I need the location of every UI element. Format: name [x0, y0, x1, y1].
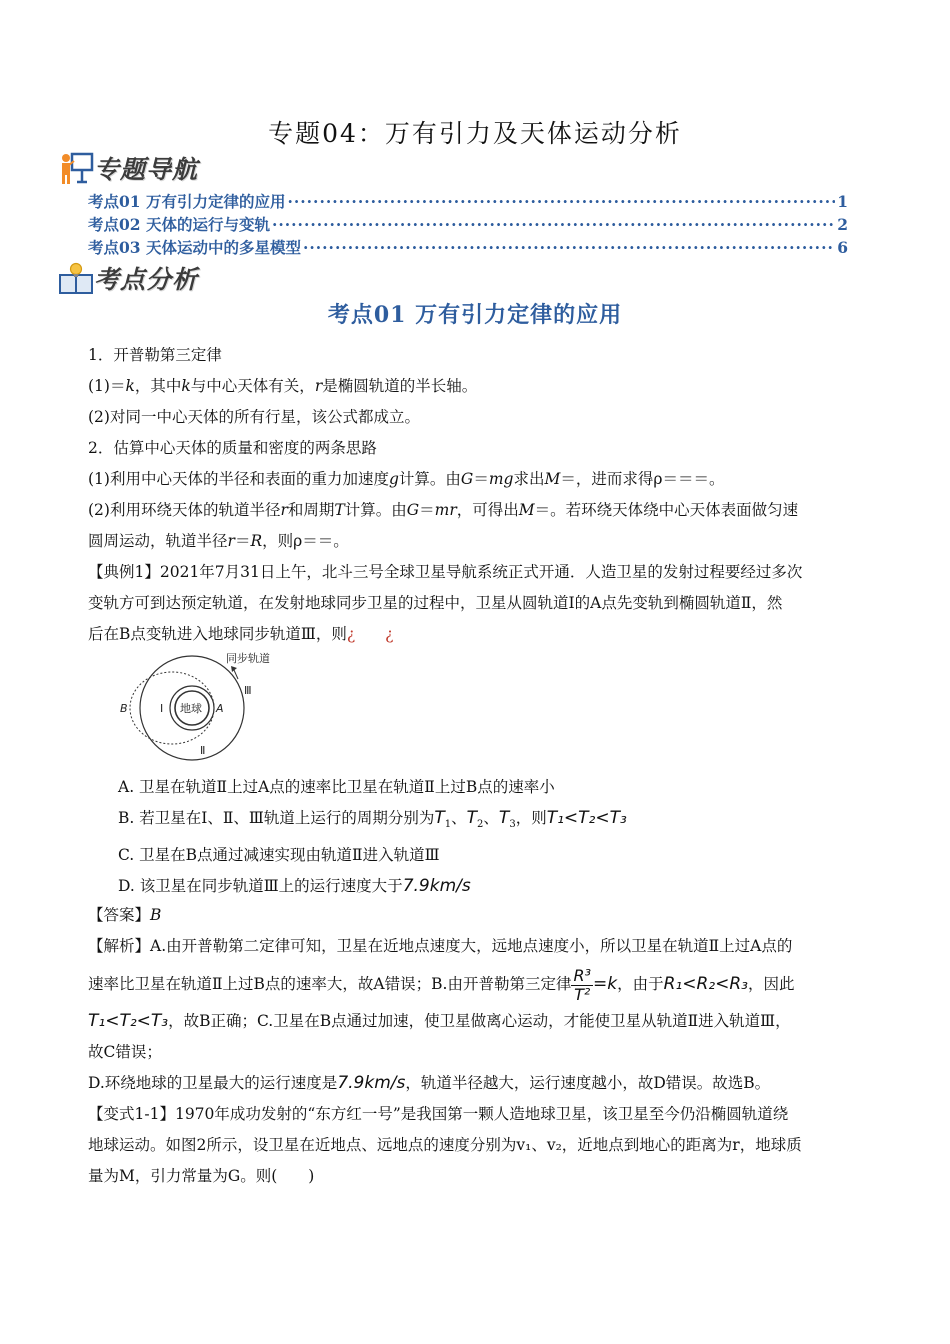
toc-item-page: 6 — [837, 238, 848, 257]
options-block — [88, 772, 868, 902]
text-span: D. 该卫星在同步轨道Ⅲ上的运行速度大于 — [118, 877, 403, 896]
toc-item[interactable] — [88, 236, 848, 259]
text-line — [88, 371, 868, 402]
math-expr: R₁<R₂<R₃ — [663, 974, 748, 994]
orbit-i-label: Ⅰ — [160, 702, 164, 715]
math-var: r — [314, 377, 323, 395]
analysis-line — [88, 1068, 868, 1099]
fraction-numerator: R³ — [573, 965, 591, 985]
mark-glyph: ¿ — [346, 625, 356, 643]
math-expr: 7.9km/s — [402, 876, 471, 897]
lightbulb-book-icon — [58, 261, 94, 295]
text-span: 和周期 — [287, 501, 335, 519]
math-var: T — [434, 808, 445, 828]
text-line — [88, 464, 868, 495]
teacher-board-icon — [58, 151, 94, 185]
analysis-line: 【解析】A.由开普勒第二定律可知，卫星在近地点速度大，远地点速度小，所以卫星在轨道Ⅱ上过A点的 — [88, 937, 793, 955]
text-span: ，其中 — [134, 377, 182, 395]
math-var: mg — [488, 470, 514, 488]
text-line: (2)对同一中心天体的所有行星，该公式都成立。 — [88, 408, 420, 426]
text-span: ，轨道半径越大，运行速度越小，故D错误。故选B。 — [405, 1074, 771, 1092]
option-d — [88, 871, 868, 902]
text-span: ，故B正确；C.卫星在B点通过加速，使卫星做离心运动，才能使卫星从轨道Ⅱ进入轨道Ⅲ， — [168, 1012, 791, 1030]
analysis-line: 故C错误； — [88, 1043, 162, 1061]
math-var: T — [498, 808, 510, 828]
analysis-banner — [58, 260, 198, 296]
math-var: G — [460, 470, 474, 488]
text-span: ＝，进而求得ρ＝＝＝。 — [560, 470, 725, 488]
text-line — [88, 619, 868, 650]
text-span: ＝ — [234, 532, 251, 550]
text-span: 与中心天体有关， — [190, 377, 315, 395]
orbit-diagram-svg — [118, 648, 278, 766]
option-b — [88, 803, 868, 840]
text-span: ＝。若环绕天体绕中心天体表面做匀速 — [534, 501, 799, 519]
math-expr: T₁<T₂<T₃ — [546, 808, 627, 828]
text-span: 后在B点变轨进入地球同步轨道Ⅲ，则 — [88, 625, 347, 643]
text-span: 、 — [483, 809, 499, 827]
text-span: ＝ — [419, 501, 435, 519]
toc-item-page: 2 — [837, 215, 848, 234]
math-var: T — [334, 501, 345, 519]
math-sub: 1 — [444, 819, 452, 831]
orbit-ii-label: Ⅱ — [200, 744, 206, 757]
sync-orbit-label: 同步轨道 — [226, 652, 270, 665]
text-line: 变轨方可到达预定轨道，在发射地球同步卫星的过程中，卫星从圆轨道Ⅰ的A点先变轨到椭圆轨道Ⅱ，然 — [88, 594, 783, 612]
answer-line — [88, 900, 868, 931]
page-title: 专题04：万有引力及天体运动分析 — [268, 119, 682, 148]
math-var: M — [518, 501, 535, 519]
math-sub: 2 — [477, 819, 484, 831]
text-span: 是椭圆轨道的半长轴。 — [322, 377, 478, 395]
math-var: T — [466, 808, 478, 828]
text-line — [88, 526, 868, 557]
point-b-label: B — [120, 702, 128, 715]
toc-item[interactable] — [88, 213, 848, 236]
text-span: 求出 — [513, 470, 545, 488]
earth-label: 地球 — [180, 702, 202, 715]
toc-item-page: 1 — [837, 192, 848, 211]
text-span: ，则ρ＝＝。 — [262, 532, 349, 550]
analysis-banner-text: 考点分析 — [94, 265, 199, 294]
nav-banner-text: 专题导航 — [94, 155, 199, 184]
analysis-line — [88, 962, 868, 1006]
point-a-label: A — [216, 702, 224, 715]
theory-body — [88, 340, 868, 650]
text-span: 计算。由 — [344, 501, 407, 519]
text-span: ，由于 — [617, 975, 664, 993]
option-a: A. 卫星在轨道Ⅱ上过A点的速率比卫星在轨道Ⅱ上过B点的速率小 — [118, 778, 555, 796]
math-var: G — [406, 501, 420, 519]
text-span: (1)＝ — [88, 377, 126, 395]
mark-glyph: ¿ — [385, 625, 394, 643]
variant-line: 地球运动。如图2所示，设卫星在近地点、远地点的速度分别为v₁、v₂，近地点到地心的距离为r，地球质 — [88, 1136, 802, 1154]
toc-leader-dots — [272, 215, 835, 234]
text-span: 圆周运动，轨道半径 — [88, 532, 228, 550]
text-span: ，因此 — [747, 975, 795, 993]
fraction-denominator: T² — [574, 984, 591, 1004]
math-var: g — [388, 470, 399, 488]
text-span: ，则 — [515, 809, 547, 827]
variant-line: 量为M，引力常量为G。则( ) — [88, 1167, 315, 1185]
toc-leader-dots — [303, 238, 835, 257]
text-span: 计算。由 — [398, 470, 461, 488]
math-sub: 3 — [509, 819, 516, 831]
orbit-diagram — [118, 648, 278, 766]
math-var: k — [181, 377, 191, 395]
text-line: 【典例1】2021年7月31日上午，北斗三号全球卫星导航系统正式开通．人造卫星的发射过程要经过多次 — [88, 563, 803, 581]
answer-label: 【答案】 — [88, 906, 151, 924]
table-of-contents — [88, 190, 848, 259]
text-span: (1)利用中心天体的半径和表面的重力加速度 — [88, 470, 389, 488]
text-span: ＝ — [473, 470, 489, 488]
nav-banner — [58, 150, 198, 186]
text-line: 2．估算中心天体的质量和密度的两条思路 — [88, 439, 377, 457]
math-expr: =k — [592, 974, 618, 994]
toc-item-label: 考点03 天体运动中的多星模型 — [88, 238, 301, 257]
toc-item[interactable] — [88, 190, 848, 213]
toc-leader-dots — [287, 192, 835, 211]
math-var: mr — [434, 501, 457, 519]
option-c: C. 卫星在B点通过减速实现由轨道Ⅱ进入轨道Ⅲ — [118, 846, 440, 865]
text-line: 1．开普勒第三定律 — [88, 346, 222, 364]
math-expr: T₁<T₂<T₃ — [88, 1011, 169, 1031]
orbit-iii-label: Ⅲ — [244, 684, 252, 697]
toc-item-label: 考点01 万有引力定律的应用 — [88, 192, 286, 211]
math-var: M — [544, 470, 561, 488]
answer-value: B — [150, 906, 162, 924]
toc-item-label: 考点02 天体的运行与变轨 — [88, 215, 270, 234]
math-expr: 7.9km/s — [337, 1073, 406, 1093]
text-span: (2)利用环绕天体的轨道半径 — [88, 501, 281, 519]
analysis-line — [88, 1006, 868, 1037]
variant-line: 【变式1-1】1970年成功发射的“东方红一号”是我国第一颗人造地球卫星，该卫星至今仍沿椭圆轨道绕 — [88, 1105, 789, 1123]
text-span: ，可得出 — [456, 501, 519, 519]
section-heading: 考点01 万有引力定律的应用 — [327, 302, 623, 328]
math-var: k — [125, 377, 135, 395]
math-var: R — [250, 532, 263, 550]
text-span: 、 — [451, 809, 467, 827]
answer-analysis-block — [88, 900, 868, 1192]
text-span: D.环绕地球的卫星最大的运行速度是 — [88, 1074, 338, 1092]
math-var: r — [227, 532, 235, 550]
math-var: r — [280, 501, 288, 519]
text-line — [88, 495, 868, 526]
text-span: B. 若卫星在Ⅰ、Ⅱ、Ⅲ轨道上运行的周期分别为 — [118, 809, 435, 827]
text-span: 速率比卫星在轨道Ⅱ上过B点的速率大，故A错误；B.由开普勒第三定律 — [88, 975, 572, 993]
fraction — [571, 967, 593, 1004]
